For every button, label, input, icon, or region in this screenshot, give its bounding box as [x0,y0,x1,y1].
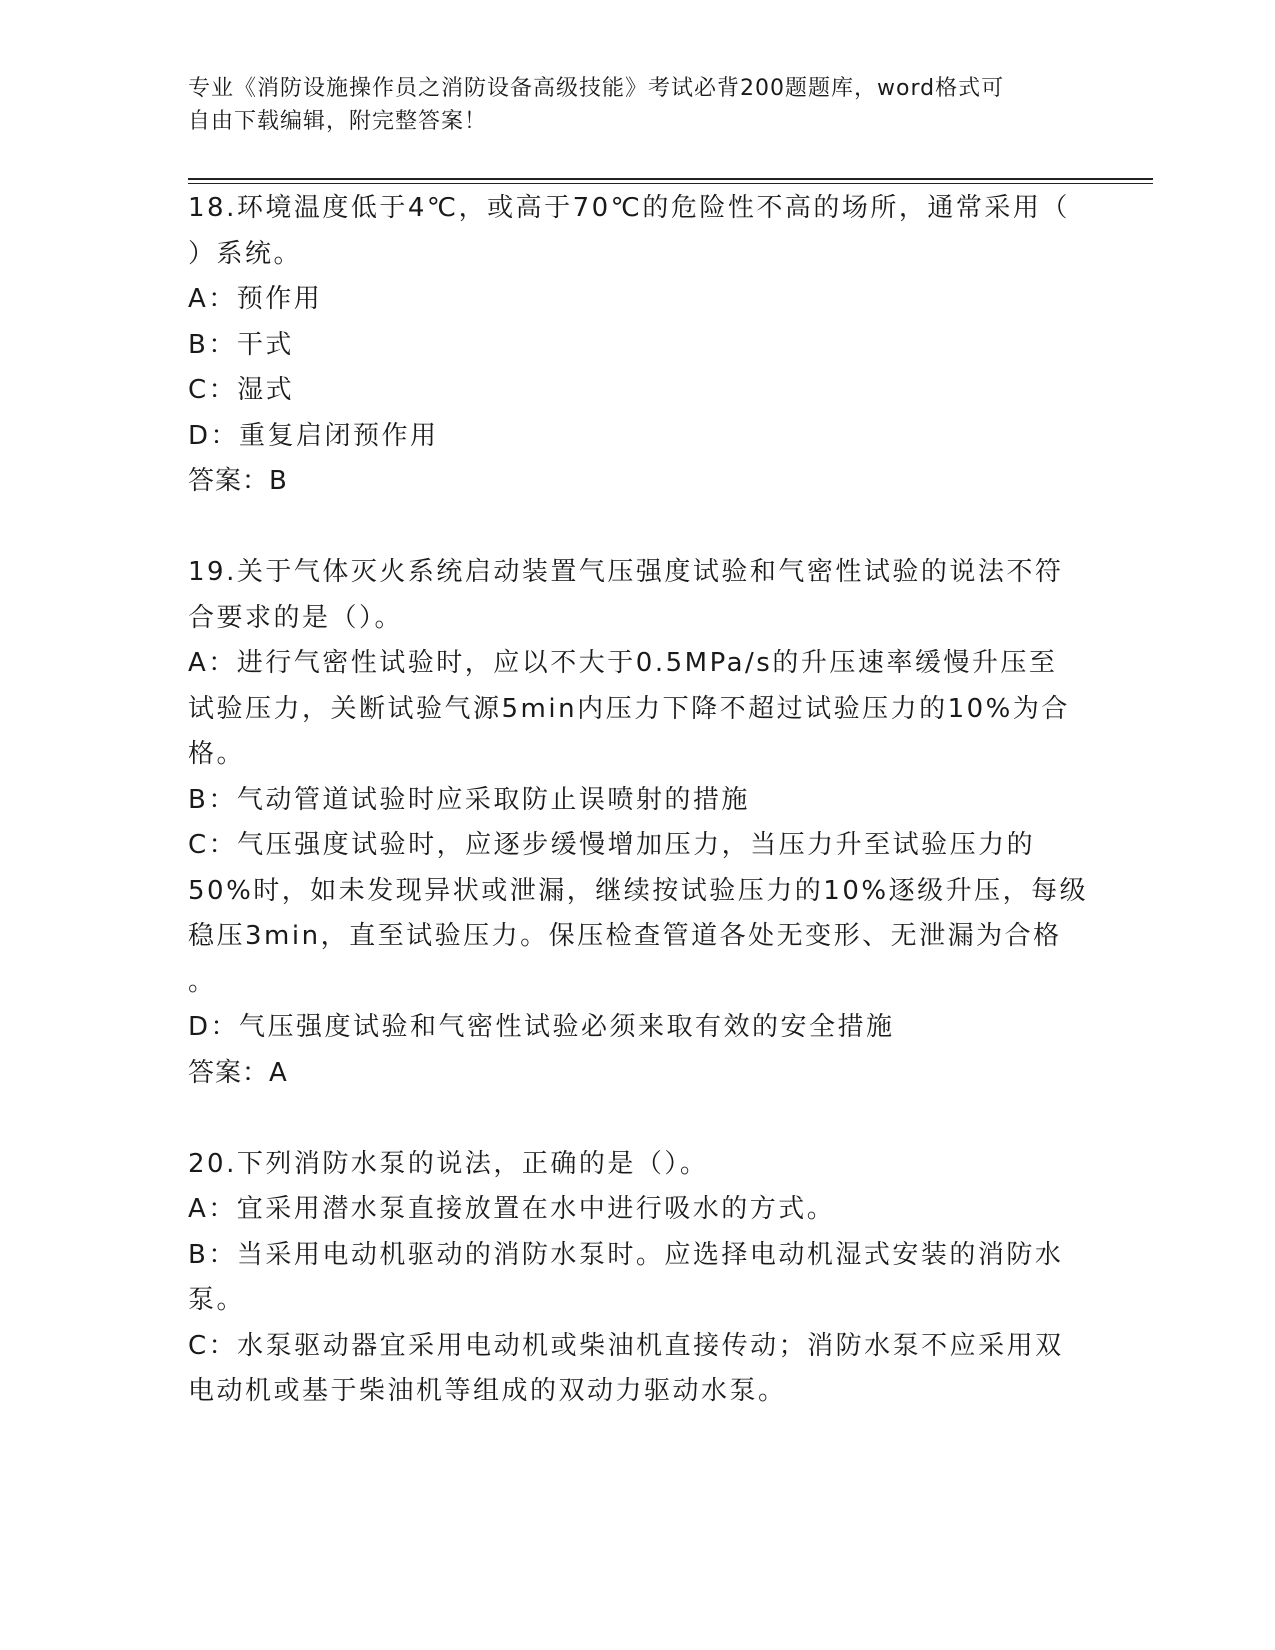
option-b-line: B：当采用电动机驱动的消防水泵时。应选择电动机湿式安装的消防水 [188,1239,1064,1270]
option-b-line: B：干式 [188,329,294,360]
question-stem-line: 18.环境温度低于4℃，或高于70℃的危险性不高的场所，通常采用（ [188,193,1070,223]
header-rule-thick [188,178,1153,180]
option-a-line: A：宜采用潜水泵直接放置在水中进行吸水的方式。 [188,1194,836,1224]
option-c-line: 稳压3min，直至试验压力。保压检查管道各处无变形、无泄漏为合格 [188,921,1062,951]
question-block [188,550,1088,1142]
question-list [188,186,1088,1415]
option-c-line: C：水泵驱动器宜采用电动机或柴油机直接传动；消防水泵不应采用双 [188,1330,1064,1361]
document-header [188,72,1068,138]
header-rule-thin [188,183,1153,184]
option-c-line: 50%时，如未发现异状或泄漏，继续按试验压力的10%逐级升压，每级 [188,875,1089,906]
option-b-line: 泵。 [188,1285,246,1315]
option-c-line: C：湿式 [188,375,295,405]
option-a-line: 格。 [188,739,246,769]
question-spacer [188,505,1088,551]
option-a-line: A：预作用 [188,284,323,314]
option-c-line: 电动机或基于柴油机等组成的双动力驱动水泵。 [188,1376,787,1406]
question-block [188,186,1088,550]
option-d-line: D：重复启闭预作用 [188,420,439,451]
answer-line: 答案：A [188,1057,288,1088]
header-line-2: 自由下载编辑，附完整答案！ [188,109,488,134]
question-spacer [188,1096,1088,1142]
question-stem-line: 20.下列消防水泵的说法，正确的是（）。 [188,1148,709,1179]
option-b-line: B：气动管道试验时应采取防止误喷射的措施 [188,784,750,815]
option-c-line: C：气压强度试验时，应逐步缓慢增加压力，当压力升至试验压力的 [188,830,1036,860]
option-d-line: D：气压强度试验和气密性试验必须来取有效的安全措施 [188,1012,895,1042]
option-c-line: 。 [188,966,217,997]
answer-line: 答案：B [188,466,288,496]
header-line-1: 专业《消防设施操作员之消防设备高级技能》考试必背200题题库，word格式可 [188,76,1005,101]
option-a-line: 试验压力，关断试验气源5min内压力下降不超过试验压力的10%为合 [188,693,1070,724]
option-a-line: A：进行气密性试验时，应以不大于0.5MPa/s的升压速率缓慢升压至 [188,648,1058,678]
question-stem-line: 19.关于气体灭火系统启动装置气压强度试验和气密性试验的说法不符 [188,557,1064,587]
question-stem-line: 合要求的是（）。 [188,602,404,633]
question-block [188,1142,1088,1415]
question-stem-line: ）系统。 [188,238,303,269]
